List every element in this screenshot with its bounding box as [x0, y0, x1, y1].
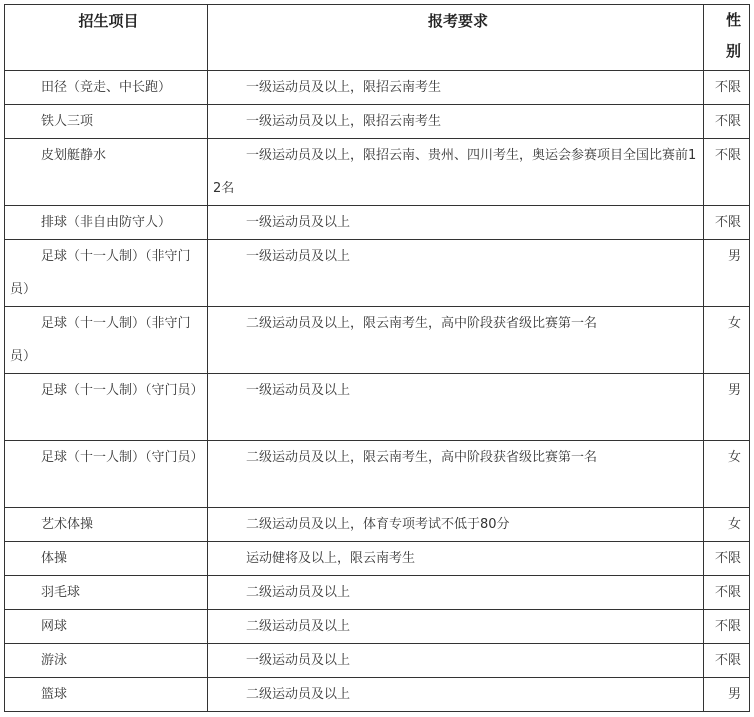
item-text: 游泳 [41, 653, 68, 668]
cell-item [5, 240, 208, 307]
item-text: 排球（非自由防守人） [41, 215, 172, 230]
cell-item [5, 71, 208, 105]
table-row [5, 678, 750, 712]
requirement-text: 二级运动员及以上 [246, 619, 351, 634]
cell-requirement [208, 576, 704, 610]
requirement-text: 二级运动员及以上，体育专项考试不低于80分 [246, 517, 510, 532]
requirement-text: 一级运动员及以上 [246, 249, 351, 264]
cell-gender: 男 [704, 374, 750, 441]
cell-gender: 不限 [704, 644, 750, 678]
cell-item [5, 374, 208, 441]
requirement-text: 一级运动员及以上 [246, 215, 351, 230]
requirement-text: 二级运动员及以上 [246, 585, 351, 600]
table-row [5, 105, 750, 139]
requirement-text: 一级运动员及以上，限招云南考生 [246, 80, 442, 95]
cell-item [5, 307, 208, 374]
cell-requirement [208, 206, 704, 240]
cell-gender: 不限 [704, 576, 750, 610]
table-row [5, 374, 750, 441]
admissions-table [4, 4, 750, 712]
requirement-text: 一级运动员及以上，限招云南、贵州、四川考生，奥运会参赛项目全国比赛前12名 [213, 148, 697, 196]
cell-requirement [208, 71, 704, 105]
table-row [5, 508, 750, 542]
table-header-row [5, 5, 750, 71]
cell-item [5, 576, 208, 610]
header-gender [704, 5, 750, 71]
requirement-text: 一级运动员及以上，限招云南考生 [246, 114, 442, 129]
cell-requirement [208, 240, 704, 307]
requirement-text: 二级运动员及以上，限云南考生，高中阶段获省级比赛第一名 [246, 316, 598, 331]
item-text: 篮球 [41, 687, 68, 702]
item-text: 足球（十一人制）（非守门员） [10, 249, 191, 297]
item-text: 足球（十一人制）（守门员） [41, 383, 204, 398]
cell-item [5, 441, 208, 508]
requirement-text: 一级运动员及以上 [246, 383, 351, 398]
cell-gender: 男 [704, 678, 750, 712]
cell-gender: 不限 [704, 139, 750, 206]
cell-gender: 女 [704, 307, 750, 374]
item-text: 艺术体操 [41, 517, 94, 532]
cell-gender: 不限 [704, 610, 750, 644]
table-row [5, 307, 750, 374]
table-row [5, 542, 750, 576]
requirement-text: 运动健将及以上，限云南考生 [246, 551, 416, 566]
table-row [5, 610, 750, 644]
cell-gender: 不限 [704, 71, 750, 105]
cell-requirement [208, 139, 704, 206]
requirement-text: 二级运动员及以上 [246, 687, 351, 702]
cell-item [5, 610, 208, 644]
cell-gender: 女 [704, 441, 750, 508]
cell-item [5, 678, 208, 712]
item-text: 铁人三项 [41, 114, 94, 129]
cell-gender: 女 [704, 508, 750, 542]
cell-gender: 不限 [704, 542, 750, 576]
cell-requirement [208, 307, 704, 374]
table-row [5, 71, 750, 105]
table-row [5, 576, 750, 610]
cell-requirement [208, 508, 704, 542]
table-row [5, 441, 750, 508]
cell-item [5, 542, 208, 576]
requirement-text: 一级运动员及以上 [246, 653, 351, 668]
cell-item [5, 644, 208, 678]
cell-requirement [208, 678, 704, 712]
header-requirement: 报考要求 [208, 5, 704, 71]
cell-requirement [208, 374, 704, 441]
cell-requirement [208, 644, 704, 678]
table-row [5, 240, 750, 307]
item-text: 网球 [41, 619, 68, 634]
item-text: 羽毛球 [41, 585, 81, 600]
item-text: 足球（十一人制）（守门员） [41, 450, 204, 465]
cell-item [5, 508, 208, 542]
requirement-text: 二级运动员及以上，限云南考生，高中阶段获省级比赛第一名 [246, 450, 598, 465]
cell-item [5, 139, 208, 206]
table-row [5, 139, 750, 206]
header-gender-line2: 别 [725, 42, 741, 60]
item-text: 田径（竞走、中长跑） [41, 80, 172, 95]
cell-requirement [208, 610, 704, 644]
cell-requirement [208, 441, 704, 508]
item-text: 皮划艇静水 [41, 148, 107, 163]
cell-gender: 不限 [704, 206, 750, 240]
cell-gender: 男 [704, 240, 750, 307]
table-row [5, 206, 750, 240]
cell-requirement [208, 105, 704, 139]
header-gender-line1: 性 [725, 11, 741, 29]
cell-requirement [208, 542, 704, 576]
header-item: 招生项目 [5, 5, 208, 71]
table-row [5, 644, 750, 678]
cell-item [5, 206, 208, 240]
item-text: 足球（十一人制）（非守门员） [10, 316, 191, 364]
item-text: 体操 [41, 551, 68, 566]
cell-gender: 不限 [704, 105, 750, 139]
cell-item [5, 105, 208, 139]
